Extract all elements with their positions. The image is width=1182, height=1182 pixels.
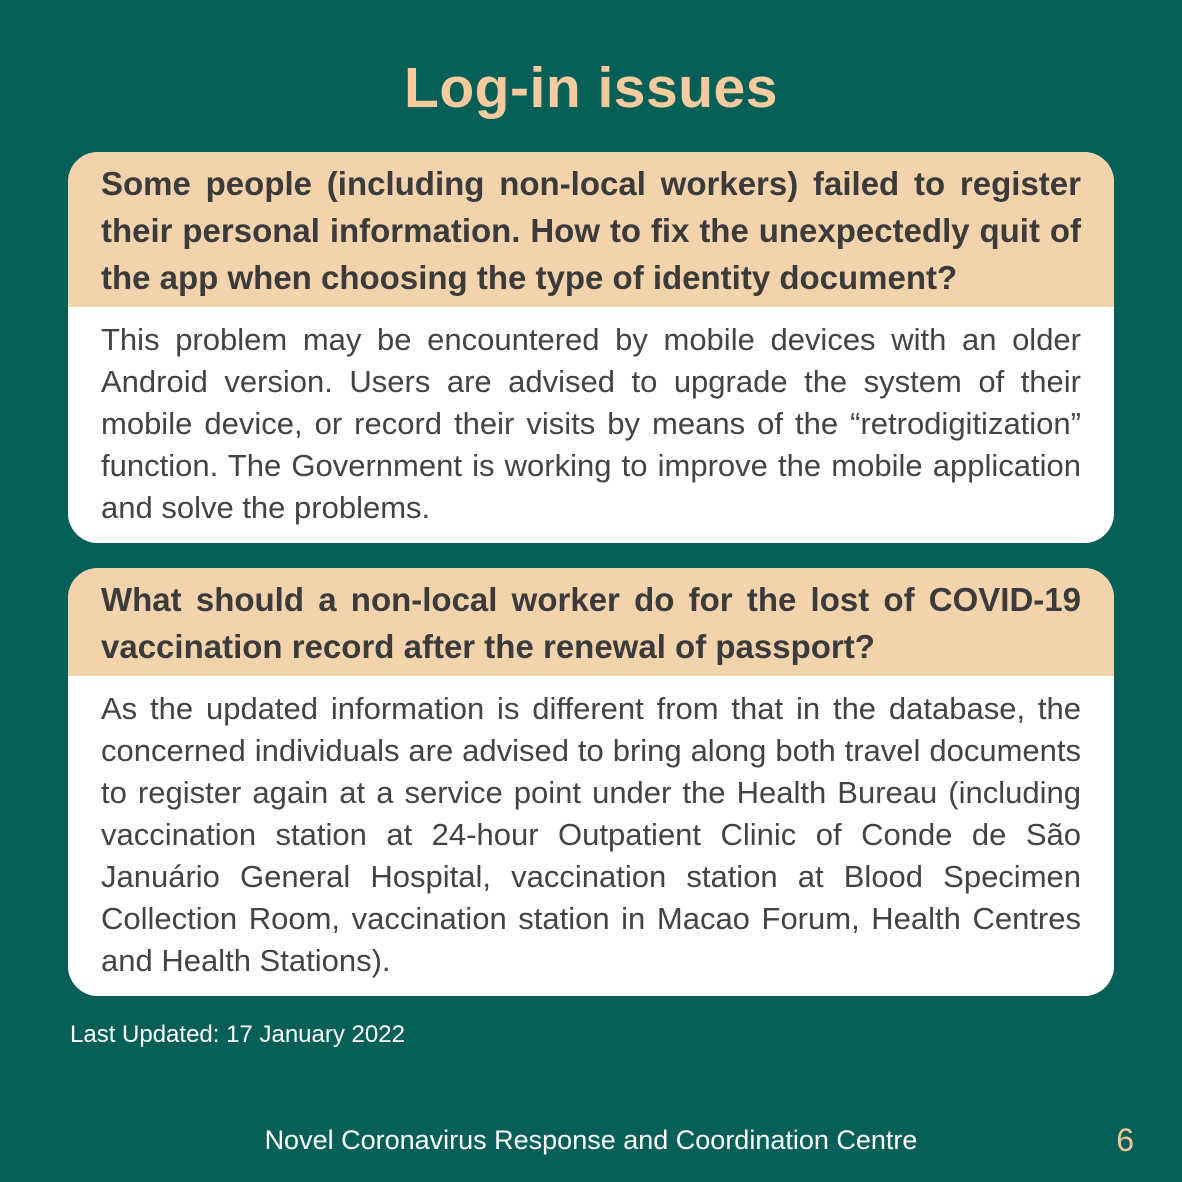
last-updated-text: Last Updated: 17 January 2022: [70, 1021, 405, 1049]
footer-organisation-name: Novel Coronavirus Response and Coordination Centre: [264, 1125, 918, 1155]
faq-question-2: What should a non-local worker do for the lost of COVID-19 vaccination record after the renewal of passport?: [68, 568, 1114, 676]
footer: [0, 1120, 1182, 1160]
faq-question-1: Some people (including non-local workers) failed to register their personal information. How to fix the unexpectedly quit of the app when choosing the type of identity document?: [68, 152, 1114, 307]
faq-answer-2: As the updated information is different from that in the database, the concerned individuals are advised to bring along both travel documents to register again at a service point under the Health Bureau (including vaccination station at 24-hour Outpatient Clinic of Conde de São Januário General Hospital, vaccination station at Blood Specimen Collection Room, vaccination station in Macao Forum, Health Centres and Health Stations).: [68, 676, 1114, 996]
faq-answer-1: This problem may be encountered by mobile devices with an older Android version. Users are advised to upgrade the system of their mobile device, or record their visits by means of the “retrodigitization” function. The Government is working to improve the mobile application and solve the problems.: [68, 307, 1114, 543]
page-number: 6: [1116, 1122, 1134, 1158]
page-title: Log-in issues: [404, 56, 778, 120]
faq-card-lost-vaccination-record: [68, 568, 1114, 996]
faq-card-login-crash: [68, 152, 1114, 543]
faq-card-list: [68, 152, 1114, 996]
